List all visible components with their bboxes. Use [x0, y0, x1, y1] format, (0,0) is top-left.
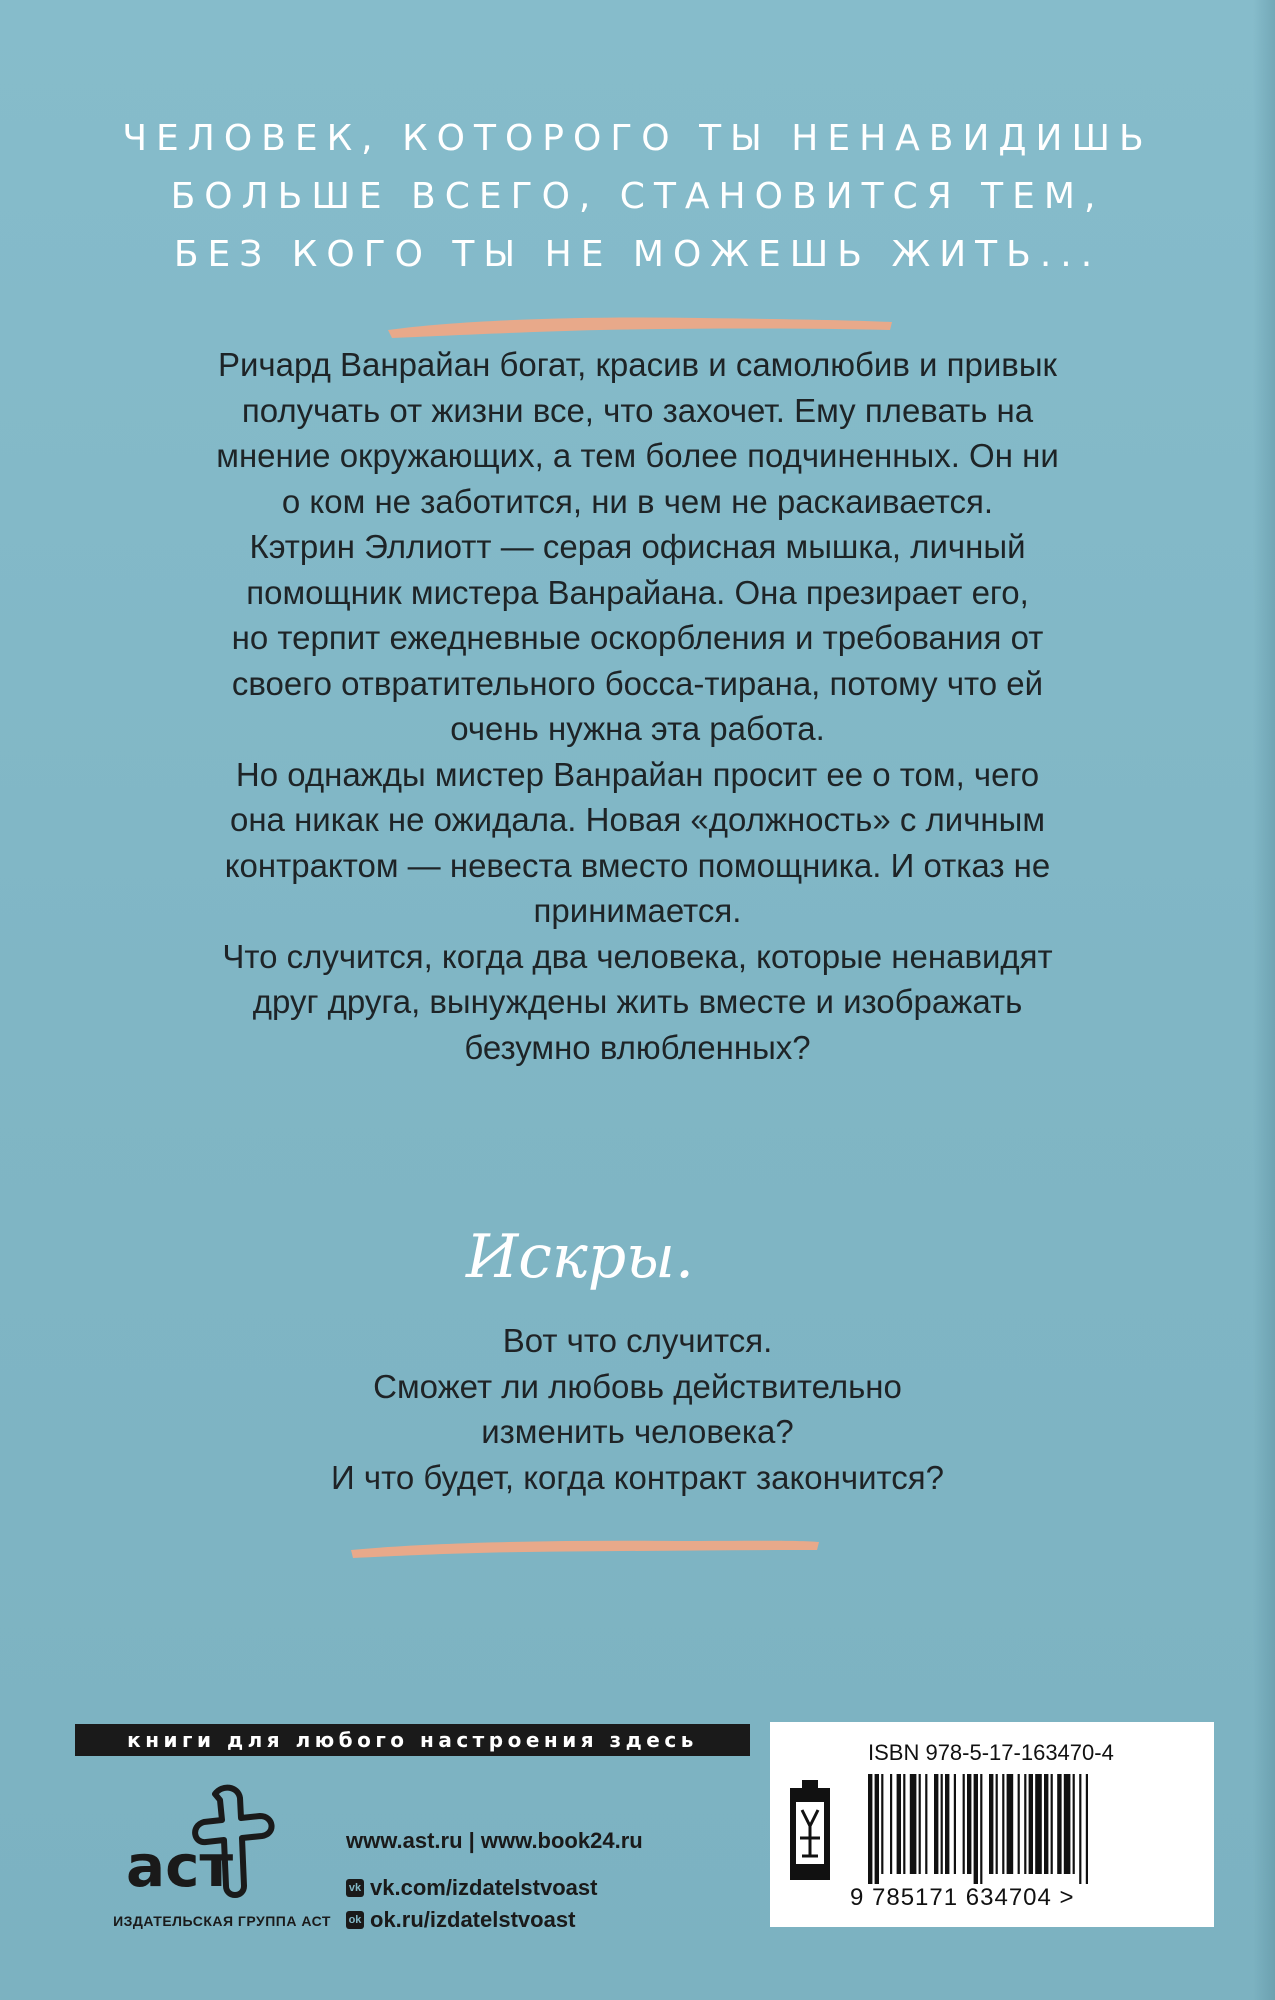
- barcode-bar: [925, 1774, 927, 1874]
- closing-line: Вот что случится.: [502, 1322, 773, 1359]
- barcode-bar: [897, 1774, 901, 1874]
- description: [70, 342, 1205, 1070]
- barcode-bar: [945, 1774, 949, 1874]
- tagline-line: БЕЗ КОГО ТЫ НЕ МОЖЕШЬ ЖИТЬ...: [173, 234, 1102, 275]
- barcode-bar: [1064, 1774, 1071, 1874]
- description-line: но терпит ежедневные оскорбления и требования от: [231, 619, 1044, 656]
- ast-logo: [110, 1782, 280, 1902]
- barcode-bar: [996, 1774, 998, 1874]
- barcode: [868, 1774, 1198, 1884]
- social-ok[interactable]: [346, 1907, 575, 1933]
- barcode-bar: [890, 1774, 892, 1874]
- barcode-bar: [963, 1774, 965, 1874]
- closing-text: [70, 1318, 1205, 1500]
- brush-stroke-bottom: [345, 1530, 825, 1570]
- script-word-text: Искры.: [465, 1222, 695, 1292]
- description-line: помощник мистера Ванрайана. Она презирает его,: [246, 573, 1029, 611]
- tagline-line: БОЛЬШЕ ВСЕГО, СТАНОВИТСЯ ТЕМ,: [170, 176, 1105, 217]
- barcode-bar: [875, 1774, 879, 1884]
- description-line: Но однажды мистер Ванрайан просит ее о том, чего: [235, 755, 1040, 793]
- barcode-bar: [1073, 1774, 1075, 1874]
- barcode-bar: [1035, 1774, 1042, 1874]
- barcode-bar: [1024, 1774, 1026, 1874]
- barcode-bar: [941, 1774, 943, 1874]
- barcode-bar: [954, 1774, 956, 1874]
- barcode-bar: [1002, 1774, 1004, 1874]
- barcode-panel: [770, 1722, 1214, 1927]
- description-line: Ричард Ванрайан богат, красив и самолюбив и привык: [217, 346, 1057, 383]
- description-line: принимается.: [533, 892, 742, 929]
- description-line: она никак не ожидала. Новая «должность» с личным: [229, 801, 1046, 838]
- description-line: мнение окружающих, а тем более подчиненных. Он ни: [216, 437, 1059, 474]
- barcode-bar: [967, 1774, 971, 1874]
- barcode-bar: [1044, 1774, 1048, 1874]
- description-line: Кэтрин Эллиотт — серая офисная мышка, личный: [249, 528, 1026, 565]
- closing-line: Сможет ли любовь действительно: [373, 1367, 902, 1405]
- publisher-name: ИЗДАТЕЛЬСКАЯ ГРУППА АСТ: [113, 1913, 331, 1929]
- barcode-bar: [1086, 1774, 1088, 1884]
- barcode-bar: [1007, 1774, 1014, 1874]
- closing-line: И что будет, когда контракт закончится?: [331, 1458, 944, 1496]
- description-line: получать от жизни все, что захочет. Ему плевать на: [241, 391, 1034, 429]
- vk-link[interactable]: vk.com/izdatelstvoast: [370, 1875, 598, 1900]
- tagline-line: ЧЕЛОВЕК, КОТОРОГО ТЫ НЕНАВИДИШЬ: [122, 118, 1153, 159]
- logo-text: аст: [126, 1832, 234, 1900]
- barcode-bar: [1057, 1774, 1061, 1874]
- barcode-bar: [910, 1774, 917, 1874]
- barcode-digits: 9 785171 634704 >: [850, 1884, 1075, 1911]
- website-links[interactable]: www.ast.ru | www.book24.ru: [346, 1828, 643, 1853]
- barcode-bar: [919, 1774, 921, 1874]
- barcode-bar: [934, 1774, 938, 1874]
- closing-line: изменить человека?: [481, 1413, 794, 1450]
- description-line: безумно влюбленных?: [464, 1028, 811, 1066]
- tagline: [60, 110, 1215, 284]
- script-word-iskry: [440, 1215, 720, 1305]
- barcode-bar: [903, 1774, 905, 1874]
- barcode-bar: [974, 1774, 978, 1884]
- description-line: Что случится, когда два человека, которые ненавидят: [222, 937, 1053, 975]
- barcode-bar: [881, 1774, 883, 1874]
- description-line: друг друга, вынуждены жить вместе и изображать: [252, 983, 1023, 1020]
- description-line: о ком не заботится, ни в чем не раскаивается.: [281, 482, 994, 520]
- vk-icon: vk: [346, 1879, 364, 1897]
- lantern-icon: [786, 1778, 834, 1888]
- barcode-bar: [980, 1774, 982, 1884]
- barcode-bar: [868, 1774, 872, 1884]
- barcode-bar: [989, 1774, 993, 1874]
- brush-stroke-top: [380, 306, 900, 346]
- ok-icon: ok: [346, 1911, 364, 1929]
- promo-banner: книги для любого настроения здесь: [75, 1724, 750, 1756]
- description-line: контрактом — невеста вместо помощника. И отказ не: [224, 846, 1051, 884]
- barcode-bar: [1018, 1774, 1020, 1874]
- social-vk[interactable]: [346, 1875, 597, 1901]
- isbn: ISBN 978-5-17-163470-4: [868, 1740, 1114, 1765]
- ok-link[interactable]: ok.ru/izdatelstvoast: [370, 1907, 576, 1932]
- description-line: очень нужна эта работа.: [450, 710, 825, 747]
- barcode-bar: [1029, 1774, 1033, 1874]
- description-line: своего отвратительного босса-тирана, потому что ей: [231, 664, 1044, 702]
- barcode-bar: [1079, 1774, 1081, 1884]
- barcode-bar: [1051, 1774, 1053, 1874]
- spine-edge: [1253, 0, 1275, 2000]
